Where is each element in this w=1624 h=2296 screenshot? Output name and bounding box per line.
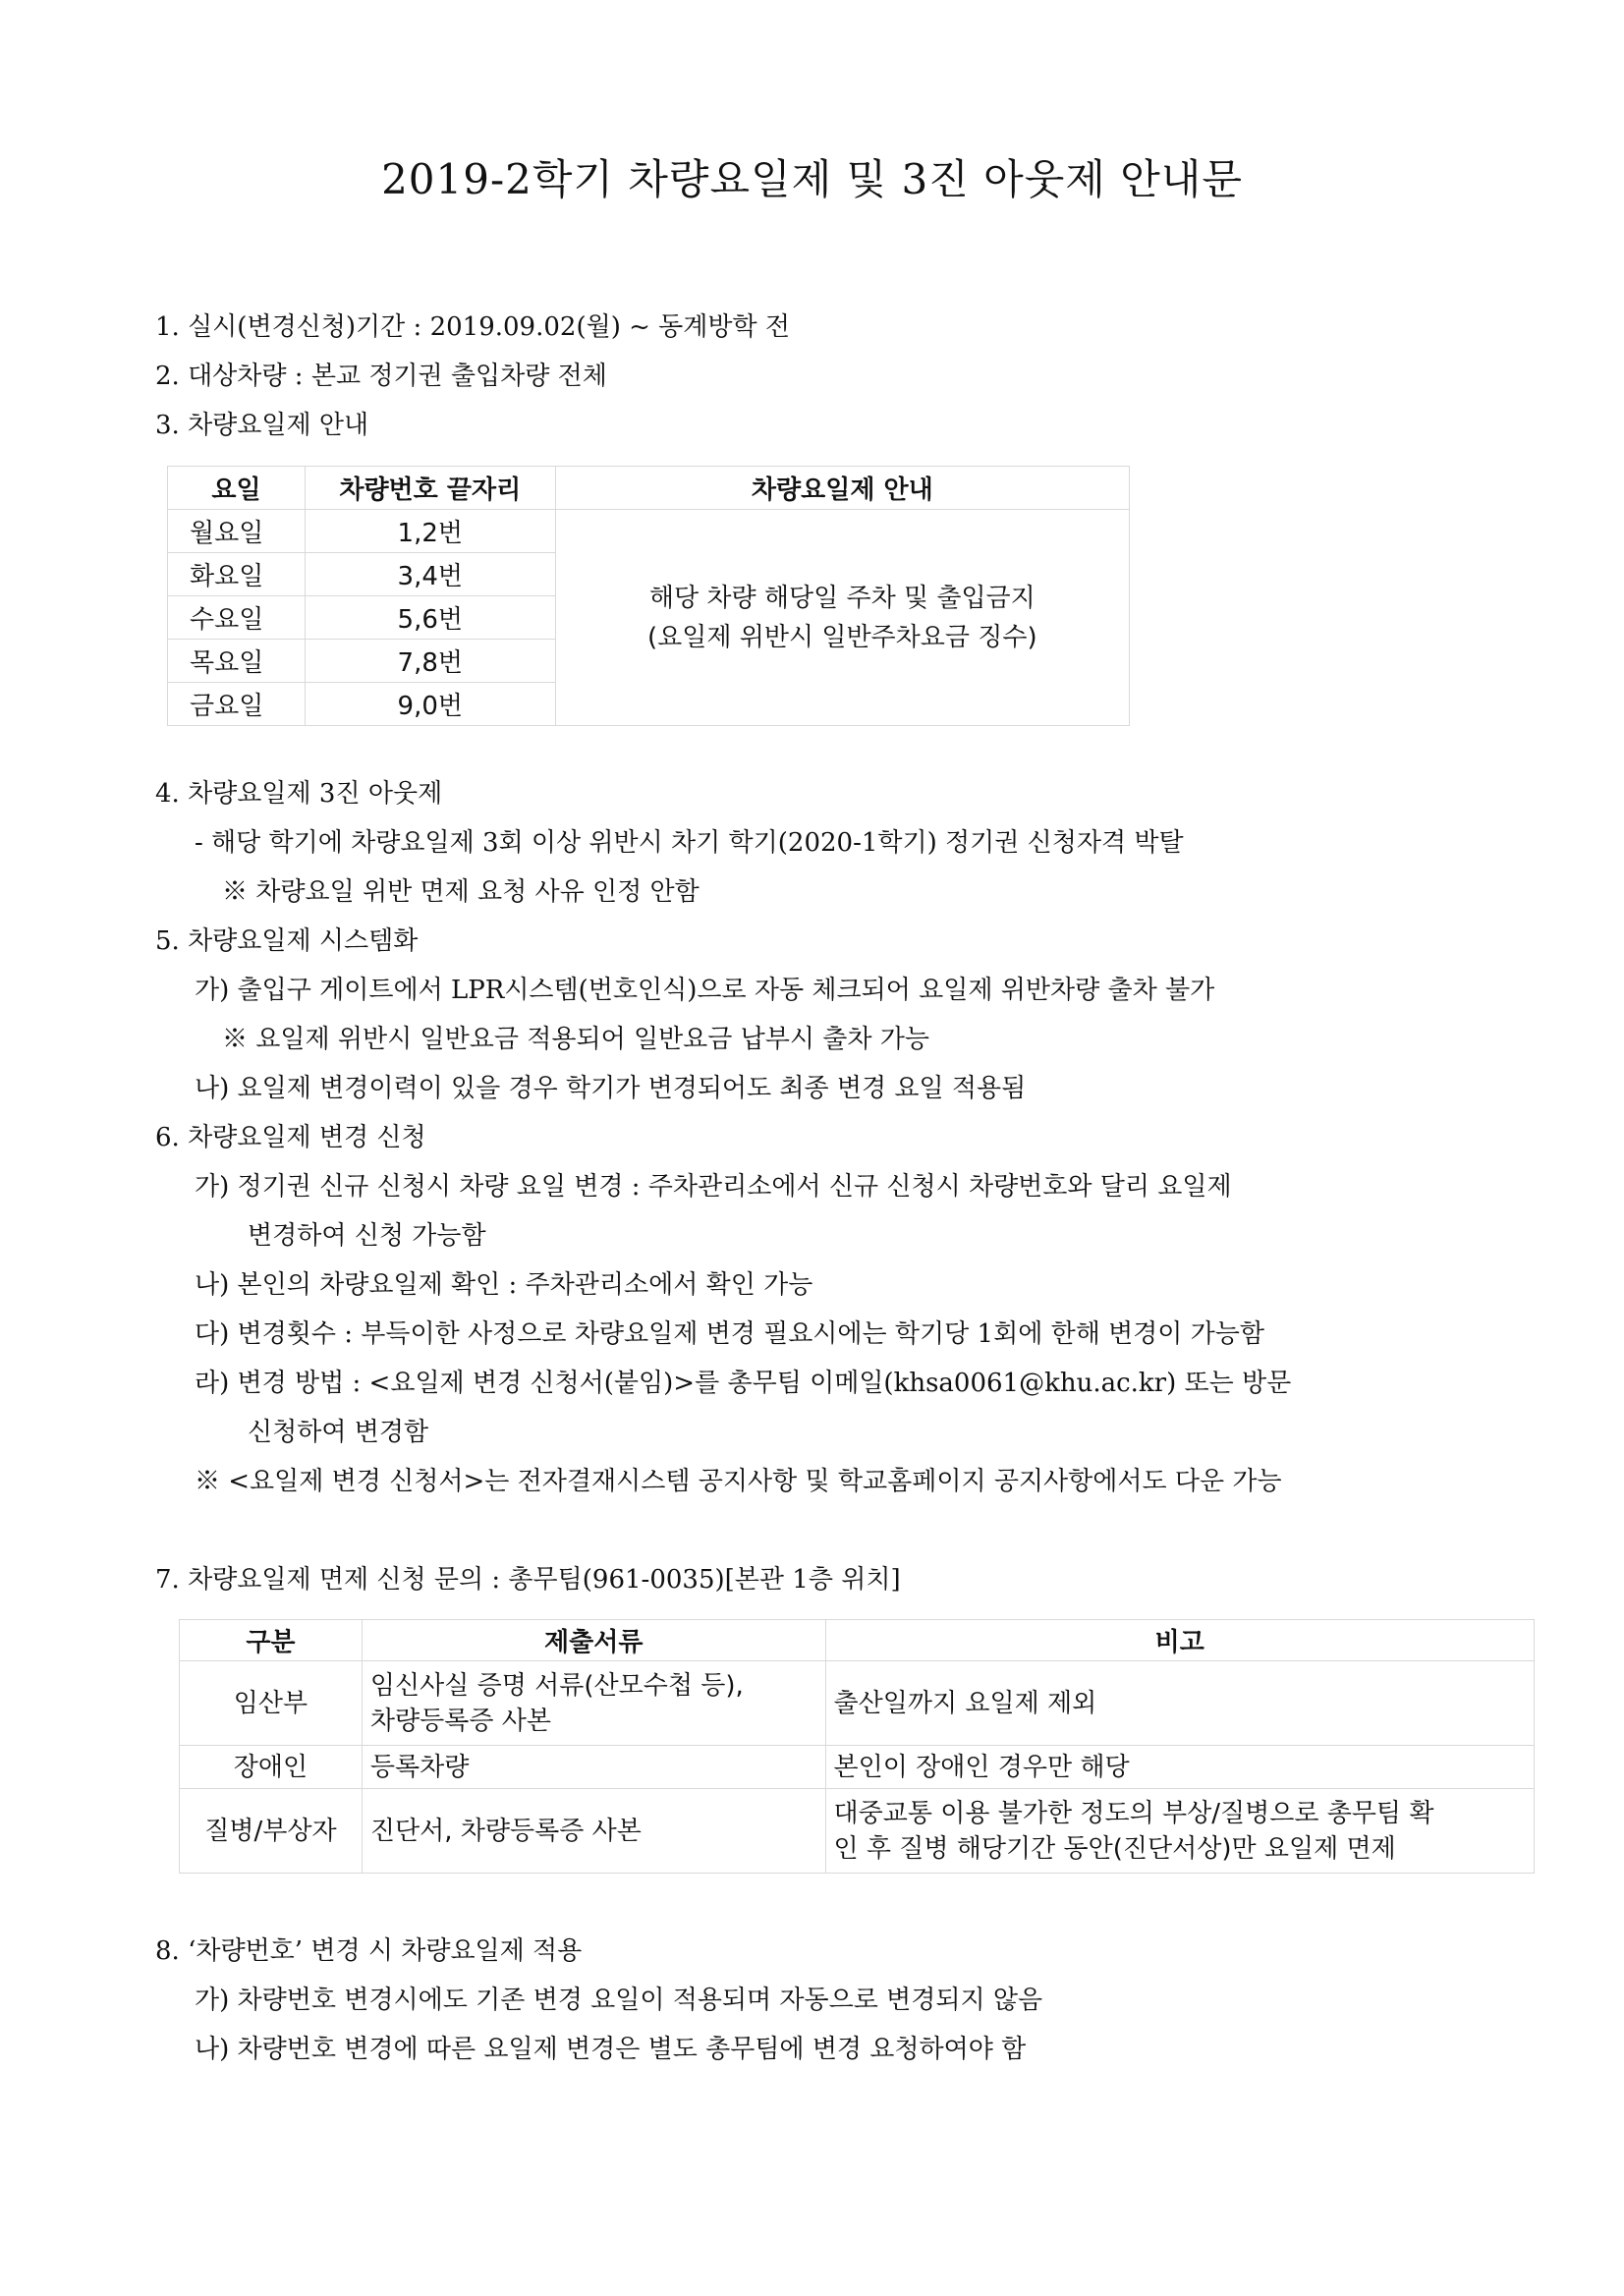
- table-row: [180, 1789, 1535, 1874]
- day-cell: 금요일: [168, 683, 306, 726]
- remarks-cell: [825, 1746, 1534, 1789]
- documents-line-1: 등록차량: [369, 1752, 470, 1782]
- section-6-note: ※ <요일제 변경 신청서>는 전자결재시스템 공지사항 및 학교홈페이지 공지사항에서도 다운 가능: [195, 1467, 1282, 1496]
- header-guide: 차량요일제 안내: [555, 467, 1129, 510]
- section-4-heading: 4. 차량요일제 3진 아웃제: [155, 779, 443, 809]
- day-cell: 수요일: [168, 596, 306, 640]
- exemption-table: [179, 1619, 1535, 1874]
- category-cell: 임산부: [180, 1661, 363, 1746]
- remarks-line-1: 본인이 장애인 경우만 해당: [833, 1752, 1130, 1782]
- header-remarks: 비고: [825, 1620, 1534, 1661]
- section-8-heading: 8. ‘차량번호’ 변경 시 차량요일제 적용: [155, 1936, 583, 1966]
- day-cell: 목요일: [168, 640, 306, 683]
- digit-cell: 3,4번: [305, 553, 555, 596]
- header-documents: 제출서류: [362, 1620, 825, 1661]
- section-6-heading: 6. 차량요일제 변경 신청: [155, 1123, 426, 1152]
- section-5-item-a: 가) 출입구 게이트에서 LPR시스템(번호인식)으로 자동 체크되어 요일제 위반차량 출차 불가: [195, 976, 1215, 1005]
- section-5-note: ※ 요일제 위반시 일반요금 적용되어 일반요금 납부시 출차 가능: [222, 1025, 930, 1054]
- remarks-cell: [825, 1661, 1534, 1746]
- section-3-heading: 3. 차량요일제 안내: [155, 411, 369, 440]
- table-header-row: [168, 467, 1130, 510]
- category-cell: 질병/부상자: [180, 1789, 363, 1874]
- remarks-line-1: 출산일까지 요일제 제외: [833, 1688, 1097, 1718]
- documents-line-1: 진단서, 차량등록증 사본: [369, 1816, 642, 1846]
- documents-line-1: 임신사실 증명 서류(산모수첩 등),: [369, 1670, 744, 1701]
- documents-line-2: 차량등록증 사본: [369, 1706, 551, 1736]
- documents-cell: [362, 1789, 825, 1874]
- remarks-cell: [825, 1789, 1534, 1874]
- section-6-item-d-cont: 신청하여 변경함: [248, 1418, 429, 1447]
- section-5-item-b: 나) 요일제 변경이력이 있을 경우 학기가 변경되어도 최종 변경 요일 적용됨: [195, 1074, 1027, 1103]
- header-day: 요일: [168, 467, 306, 510]
- documents-cell: [362, 1661, 825, 1746]
- section-8-item-b: 나) 차량번호 변경에 따른 요일제 변경은 별도 총무팀에 변경 요청하여야 함: [195, 2035, 1027, 2064]
- section-4-note: ※ 차량요일 위반 면제 요청 사유 인정 안함: [222, 877, 700, 907]
- section-5-heading: 5. 차량요일제 시스템화: [155, 926, 419, 956]
- header-plate-digit: 차량번호 끝자리: [305, 467, 555, 510]
- section-7-heading: 7. 차량요일제 면제 신청 문의 : 총무팀(961-0035)[본관 1층 위치]: [155, 1565, 901, 1595]
- digit-cell: 1,2번: [305, 510, 555, 553]
- digit-cell: 7,8번: [305, 640, 555, 683]
- table-header-row: [180, 1620, 1535, 1661]
- day-cell: 월요일: [168, 510, 306, 553]
- table-row: [180, 1746, 1535, 1789]
- section-6-item-a-cont: 변경하여 신청 가능함: [248, 1221, 486, 1251]
- remarks-line-2: 인 후 질병 해당기간 동안(진단서상)만 요일제 면제: [833, 1833, 1396, 1864]
- section-1-period: 1. 실시(변경신청)기간 : 2019.09.02(월) ~ 동계방학 전: [155, 312, 791, 342]
- category-cell: 장애인: [180, 1746, 363, 1789]
- header-category: 구분: [180, 1620, 363, 1661]
- digit-cell: 5,6번: [305, 596, 555, 640]
- section-6-item-a: 가) 정기권 신규 신청시 차량 요일 변경 : 주차관리소에서 신규 신청시 차량번호와 달리 요일제: [195, 1172, 1232, 1202]
- documents-cell: [362, 1746, 825, 1789]
- day-cell: 화요일: [168, 553, 306, 596]
- weekday-schedule-table: [167, 466, 1130, 726]
- digit-cell: 9,0번: [305, 683, 555, 726]
- table-row: [180, 1661, 1535, 1746]
- remarks-line-1: 대중교통 이용 불가한 정도의 부상/질병으로 총무팀 확: [833, 1798, 1434, 1828]
- section-4-rule: - 해당 학기에 차량요일제 3회 이상 위반시 차기 학기(2020-1학기) 정기권 신청자격 박탈: [195, 828, 1184, 858]
- section-6-item-c: 다) 변경횟수 : 부득이한 사정으로 차량요일제 변경 필요시에는 학기당 1회에 한해 변경이 가능함: [195, 1319, 1265, 1349]
- restriction-note-line-1: 해당 차량 해당일 주차 및 출입금지: [648, 583, 1036, 613]
- table-row: [168, 510, 1130, 553]
- section-8-item-a: 가) 차량번호 변경시에도 기존 변경 요일이 적용되며 자동으로 변경되지 않음: [195, 1986, 1043, 2015]
- section-6-item-b: 나) 본인의 차량요일제 확인 : 주차관리소에서 확인 가능: [195, 1270, 813, 1300]
- section-6-item-d: 라) 변경 방법 : <요일제 변경 신청서(붙임)>를 총무팀 이메일(khsa0061@khu.ac.kr) 또는 방문: [195, 1369, 1292, 1398]
- page-title: 2019-2학기 차량요일제 및 3진 아웃제 안내문: [381, 155, 1243, 203]
- restriction-note-line-2: (요일제 위반시 일반주차요금 징수): [646, 622, 1037, 652]
- restriction-note-cell: [555, 510, 1129, 726]
- section-2-target: 2. 대상차량 : 본교 정기권 출입차량 전체: [155, 362, 607, 391]
